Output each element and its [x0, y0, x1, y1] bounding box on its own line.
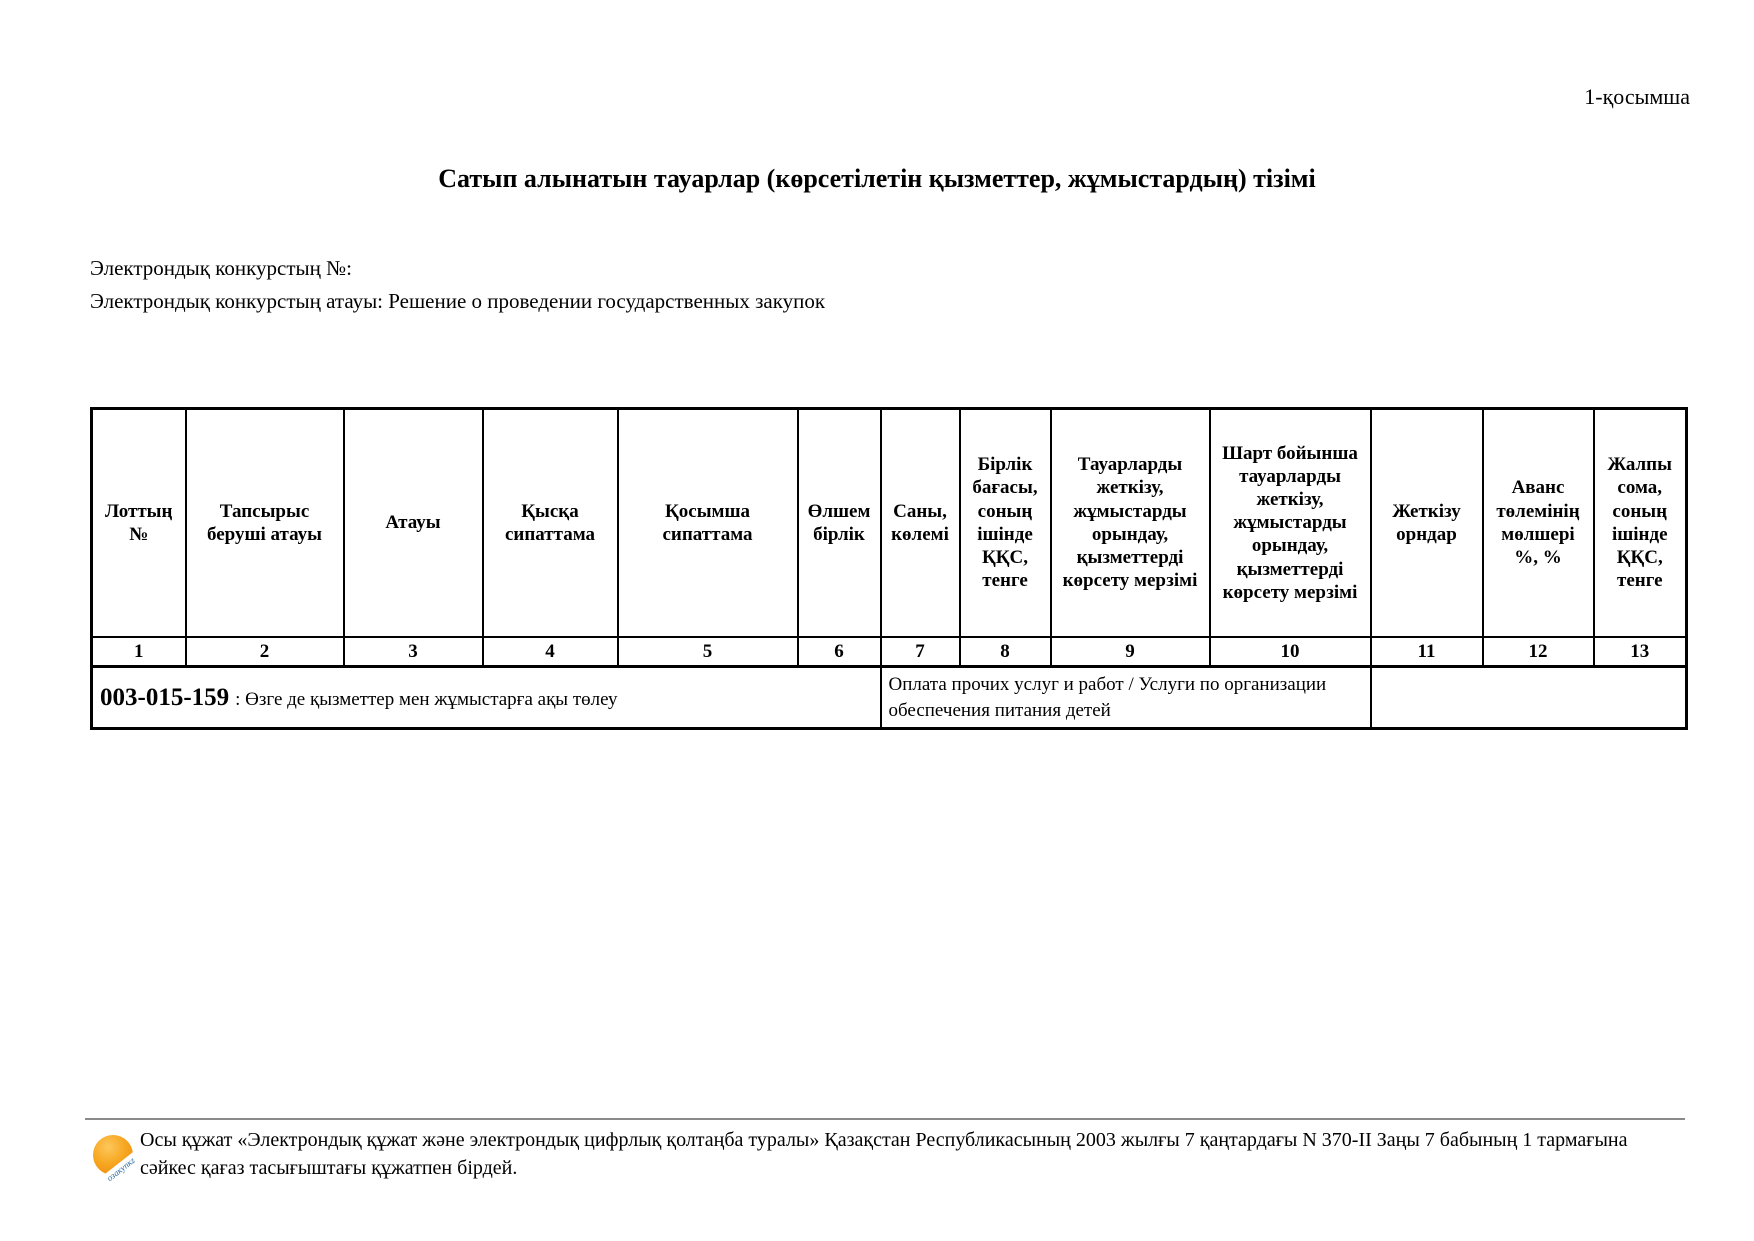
service-description-cell: Оплата прочих услуг и работ / Услуги по организации обеспечения питания детей	[881, 667, 1371, 729]
appendix-label: 1-қосымша	[1584, 84, 1690, 109]
col-number: 9	[1051, 637, 1210, 667]
col-number: 13	[1594, 637, 1687, 667]
col-header-lot-number: Лоттың №	[92, 409, 186, 637]
col-number: 5	[618, 637, 798, 667]
lot-description: : Өзге де қызметтер мен жұмыстарға ақы төлеу	[235, 688, 618, 710]
col-header-additional-spec: Қосымша сипаттама	[618, 409, 798, 637]
footer-divider	[85, 1118, 1685, 1120]
col-number: 8	[960, 637, 1051, 667]
column-number-row	[92, 637, 1687, 667]
col-header-brief-spec: Қысқа сипаттама	[483, 409, 618, 637]
col-header-name: Атауы	[344, 409, 483, 637]
contest-info	[90, 252, 825, 318]
col-header-customer-name: Тапсырыс беруші атауы	[186, 409, 344, 637]
table-header-row	[92, 409, 1687, 637]
col-header-contract-delivery-term: Шарт бойынша тауарларды жеткізу, жұмыстарды орындау, қызметтерді көрсету мерзімі	[1210, 409, 1371, 637]
col-number: 6	[798, 637, 881, 667]
contest-name-label: Электрондық конкурстың атауы:	[90, 289, 384, 313]
goszakup-logo-icon	[92, 1132, 138, 1184]
page-title: Сатып алынатын тауарлар (көрсетілетін қызметтер, жұмыстардың) тізімі	[438, 164, 1316, 193]
col-number: 7	[881, 637, 960, 667]
col-number: 2	[186, 637, 344, 667]
col-header-total-sum: Жалпы сома, соның ішінде ҚҚС, тенге	[1594, 409, 1687, 637]
col-number: 11	[1371, 637, 1483, 667]
lot-empty-cell	[1371, 667, 1687, 729]
goods-table	[90, 407, 1688, 730]
lot-title-cell	[92, 667, 881, 729]
contest-name-line	[90, 285, 825, 318]
svg-text:озакупкz: озакупкz	[104, 1155, 137, 1184]
lot-row	[92, 667, 1687, 729]
contest-number-label: Электрондық конкурстың №:	[90, 256, 352, 280]
col-number: 12	[1483, 637, 1594, 667]
col-header-delivery-places: Жеткізу орндар	[1371, 409, 1483, 637]
col-number: 1	[92, 637, 186, 667]
col-header-unit-price: Бірлік бағасы, соның ішінде ҚҚС, тенге	[960, 409, 1051, 637]
lot-code: 003-015-159	[100, 683, 230, 711]
col-header-unit: Өлшем бірлік	[798, 409, 881, 637]
col-header-advance-payment: Аванс төлемінің мөлшері %, %	[1483, 409, 1594, 637]
col-header-quantity: Саны, көлемі	[881, 409, 960, 637]
col-number: 3	[344, 637, 483, 667]
col-number: 4	[483, 637, 618, 667]
col-number: 10	[1210, 637, 1371, 667]
contest-name-value: Решение о проведении государственных закупок	[388, 289, 826, 313]
col-header-delivery-term: Тауарларды жеткізу, жұмыстарды орындау, қызметтерді көрсету мерзімі	[1051, 409, 1210, 637]
contest-number-line	[90, 252, 825, 285]
footer-disclaimer: Осы құжат «Электрондық құжат және электрондық цифрлық қолтаңба туралы» Қазақстан Республикасының 2003 жылғы 7 қаңтардағы N 370-II Заңы 7 бабының 1 тармағына сәйкес қағаз тасығыштағы құжатпен бірдей.	[140, 1129, 1628, 1179]
footer	[90, 1126, 1680, 1182]
